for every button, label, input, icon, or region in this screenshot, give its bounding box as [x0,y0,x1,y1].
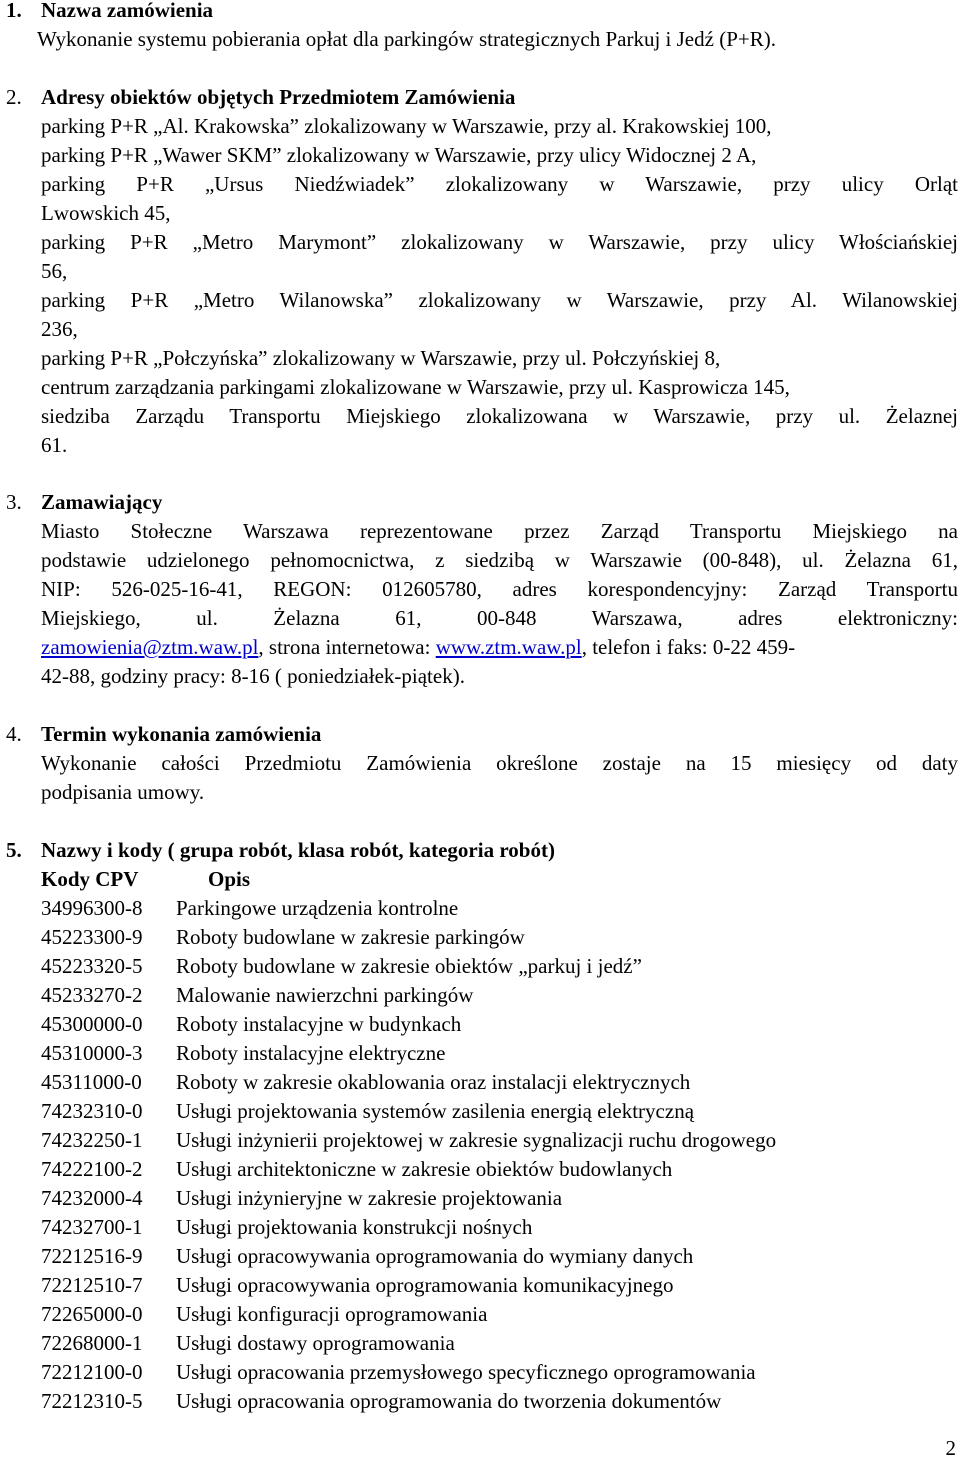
description-column-header: Opis [208,867,251,891]
section-3-title: Zamawiający [41,490,163,514]
cpv-description: Usługi opracowywania oprogramowania komunikacyjnego [176,1273,674,1297]
email-link[interactable]: zamowienia@ztm.waw.pl [41,635,259,659]
cpv-description: Malowanie nawierzchni parkingów [176,983,474,1007]
section-4-number: 4. [6,722,22,746]
section-3-line-3: NIP: 526-025-16-41, REGON: 012605780, adres korespondencyjny: Zarząd Transportu [41,577,958,601]
section-4-title: Termin wykonania zamówienia [41,722,322,746]
cpv-description: Roboty instalacyjne w budynkach [176,1012,462,1036]
cpv-description: Usługi architektoniczne w zakresie obiektów budowlanych [176,1157,673,1181]
cpv-description: Usługi projektowania konstrukcji nośnych [176,1215,533,1239]
section-3-line-2: podstawie udzielonego pełnomocnictwa, z siedzibą w Warszawie (00-848), ul. Żelazna 61, [41,548,958,572]
cpv-code: 74232310-0 [41,1099,143,1123]
address-line: parking P+R „Al. Krakowska” zlokalizowany w Warszawie, przy al. Krakowskiej 100, [41,114,772,138]
address-line: parking P+R „Metro Marymont” zlokalizowany w Warszawie, przy ulicy Włościańskiej [41,230,958,254]
cpv-description: Usługi inżynieryjne w zakresie projektowania [176,1186,563,1210]
phone-text: , telefon i faks: 0-22 459- [581,635,796,659]
section-1-number: 1. [6,0,22,22]
address-line: Lwowskich 45, [41,201,171,225]
address-line: centrum zarządzania parkingami zlokalizowane w Warszawie, przy ul. Kasprowicza 145, [41,375,790,399]
cpv-code: 45310000-3 [41,1041,143,1065]
cpv-column-header: Kody CPV [41,867,139,891]
address-line: parking P+R „Ursus Niedźwiadek” zlokalizowany w Warszawie, przy ulicy Orląt [41,172,958,196]
cpv-description: Roboty instalacyjne elektryczne [176,1041,446,1065]
address-line: parking P+R „Metro Wilanowska” zlokalizowany w Warszawie, przy Al. Wilanowskiej [41,288,958,312]
cpv-code: 72268000-1 [41,1331,143,1355]
address-line: parking P+R „Wawer SKM” zlokalizowany w Warszawie, przy ulicy Widocznej 2 A, [41,143,757,167]
section-5-number: 5. [6,838,22,862]
cpv-code: 72265000-0 [41,1302,143,1326]
website-link[interactable]: www.ztm.waw.pl [435,635,582,659]
page-number: 2 [945,1436,956,1460]
section-1-text: Wykonanie systemu pobierania opłat dla parkingów strategicznych Parkuj i Jedź (P+R). [37,27,776,51]
cpv-description: Usługi inżynierii projektowej w zakresie sygnalizacji ruchu drogowego [176,1128,777,1152]
section-3-line-4: Miejskiego, ul. Żelazna 61, 00-848 Warszawa, adres elektroniczny: [41,606,958,630]
address-line: 61. [41,433,68,457]
cpv-code: 45311000-0 [41,1070,142,1094]
address-line: siedziba Zarządu Transportu Miejskiego zlokalizowana w Warszawie, przy ul. Żelaznej [41,404,958,428]
section-4-line-1: Wykonanie całości Przedmiotu Zamówienia określone zostaje na 15 miesięcy od daty [41,751,958,775]
cpv-code: 72212100-0 [41,1360,143,1384]
section-3-line-1: Miasto Stołeczne Warszawa reprezentowane przez Zarząd Transportu Miejskiego na [41,519,958,543]
cpv-description: Roboty budowlane w zakresie obiektów „parkuj i jedź” [176,954,642,978]
cpv-code: 72212516-9 [41,1244,143,1268]
cpv-description: Usługi opracowania oprogramowania do tworzenia dokumentów [176,1389,722,1413]
cpv-code: 45223300-9 [41,925,143,949]
cpv-description: Usługi projektowania systemów zasilenia energią elektryczną [176,1099,695,1123]
cpv-code: 45233270-2 [41,983,143,1007]
cpv-description: Roboty budowlane w zakresie parkingów [176,925,525,949]
address-line: parking P+R „Połczyńska” zlokalizowany w Warszawie, przy ul. Połczyńskiej 8, [41,346,721,370]
section-3-line-6: 42-88, godziny pracy: 8-16 ( poniedziałek-piątek). [41,664,465,688]
cpv-description: Usługi konfiguracji oprogramowania [176,1302,488,1326]
cpv-code: 34996300-8 [41,896,143,920]
cpv-code: 72212310-5 [41,1389,143,1413]
cpv-description: Roboty w zakresie okablowania oraz instalacji elektrycznych [176,1070,691,1094]
section-4-line-2: podpisania umowy. [41,780,205,804]
address-line: 236, [41,317,78,341]
cpv-code: 74232250-1 [41,1128,143,1152]
website-label: , strona internetowa: [258,635,436,659]
section-1-title: Nazwa zamówienia [41,0,214,22]
cpv-description: Usługi dostawy oprogramowania [176,1331,455,1355]
cpv-description: Usługi opracowania przemysłowego specyficznego oprogramowania [176,1360,756,1384]
cpv-code: 74232000-4 [41,1186,143,1210]
section-5-title: Nazwy i kody ( grupa robót, klasa robót, kategoria robót) [41,838,555,862]
cpv-code: 45300000-0 [41,1012,143,1036]
section-2-title: Adresy obiektów objętych Przedmiotem Zamówienia [41,85,516,109]
cpv-code: 74222100-2 [41,1157,143,1181]
address-line: 56, [41,259,68,283]
cpv-code: 45223320-5 [41,954,143,978]
cpv-code: 72212510-7 [41,1273,143,1297]
cpv-code: 74232700-1 [41,1215,143,1239]
section-2-number: 2. [6,85,22,109]
cpv-description: Parkingowe urządzenia kontrolne [176,896,459,920]
section-3-line-5 [41,633,958,662]
cpv-description: Usługi opracowywania oprogramowania do wymiany danych [176,1244,694,1268]
section-3-number: 3. [6,490,22,514]
